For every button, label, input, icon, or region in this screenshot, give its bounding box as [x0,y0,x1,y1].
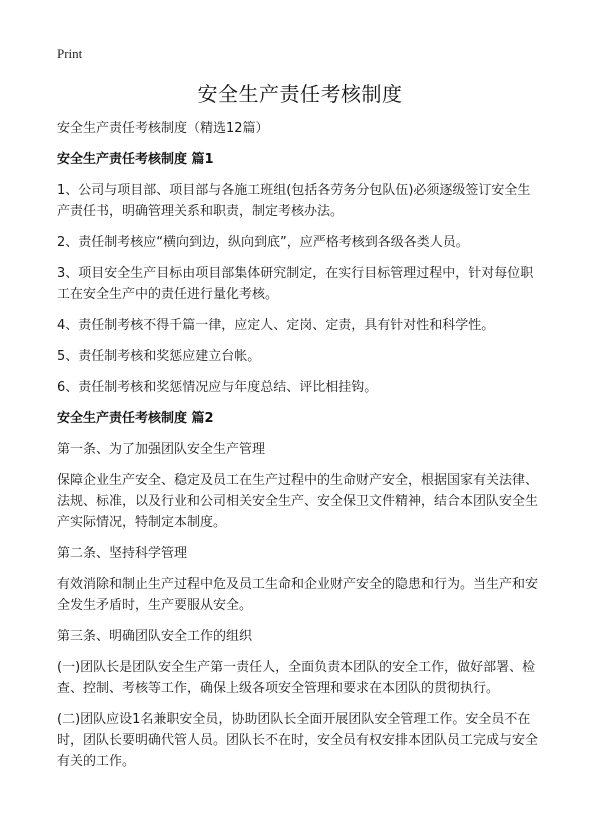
paragraph: 2、责任制考核应“横向到边，纵向到底”，应严格考核到各级各类人员。 [57,235,469,250]
paragraph: 6、责任制考核和奖惩情况应与年度总结、评比相挂钩。 [57,380,378,395]
paragraph: (二)团队应设1名兼职安全员，协助团队长全面开展团队安全管理工作。安全员不在时，团队长要明确代管人员。团队长不在时，安全员有权安排本团队员工完成与安全有关的工作。 [57,712,539,769]
print-link[interactable]: Print [57,46,83,61]
paragraph: 第三条、明确团队安全工作的组织 [57,629,253,644]
document-content [57,118,543,782]
section-heading: 安全生产责任考核制度 篇2 [57,411,214,426]
paragraph: 5、责任制考核和奖惩应建立台帐。 [57,349,261,364]
document-subtitle: 安全生产责任考核制度（精选12篇） [57,121,269,136]
section-2 [57,408,543,772]
paragraph: 有效消除和制止生产过程中危及员工生命和企业财产安全的隐患和行为。当生产和安全发生矛盾时，生产要服从安全。 [57,577,539,613]
paragraph: 第一条、为了加强团队安全生产管理 [57,442,266,457]
paragraph: 4、责任制考核不得千篇一律，应定人、定岗、定责，具有针对性和科学性。 [57,318,495,333]
section-1 [57,149,543,398]
paragraph: 保障企业生产安全、稳定及员工在生产过程中的生命财产安全，根据国家有关法律、法规、标准，以及行业和公司相关安全生产、安全保卫文件精神，结合本团队安全生产实际情况，特制定本制度。 [57,473,539,530]
page-title: 安全生产责任考核制度 [197,82,403,106]
paragraph: 第二条、坚持科学管理 [57,546,188,561]
paragraph: 3、项目安全生产目标由项目部集体研究制定，在实行目标管理过程中，针对每位职工在安全生产中的责任进行量化考核。 [57,266,534,302]
paragraph: (一)团队长是团队安全生产第一责任人，全面负责本团队的安全工作，做好部署、检查、控制、考核等工作，确保上级各项安全管理和要求在本团队的贯彻执行。 [57,660,536,696]
paragraph: 1、公司与项目部、项目部与各施工班组(包括各劳务分包队伍)必须逐级签订安全生产责任书，明确管理关系和职责，制定考核办法。 [57,183,531,219]
section-heading: 安全生产责任考核制度 篇1 [57,152,214,167]
